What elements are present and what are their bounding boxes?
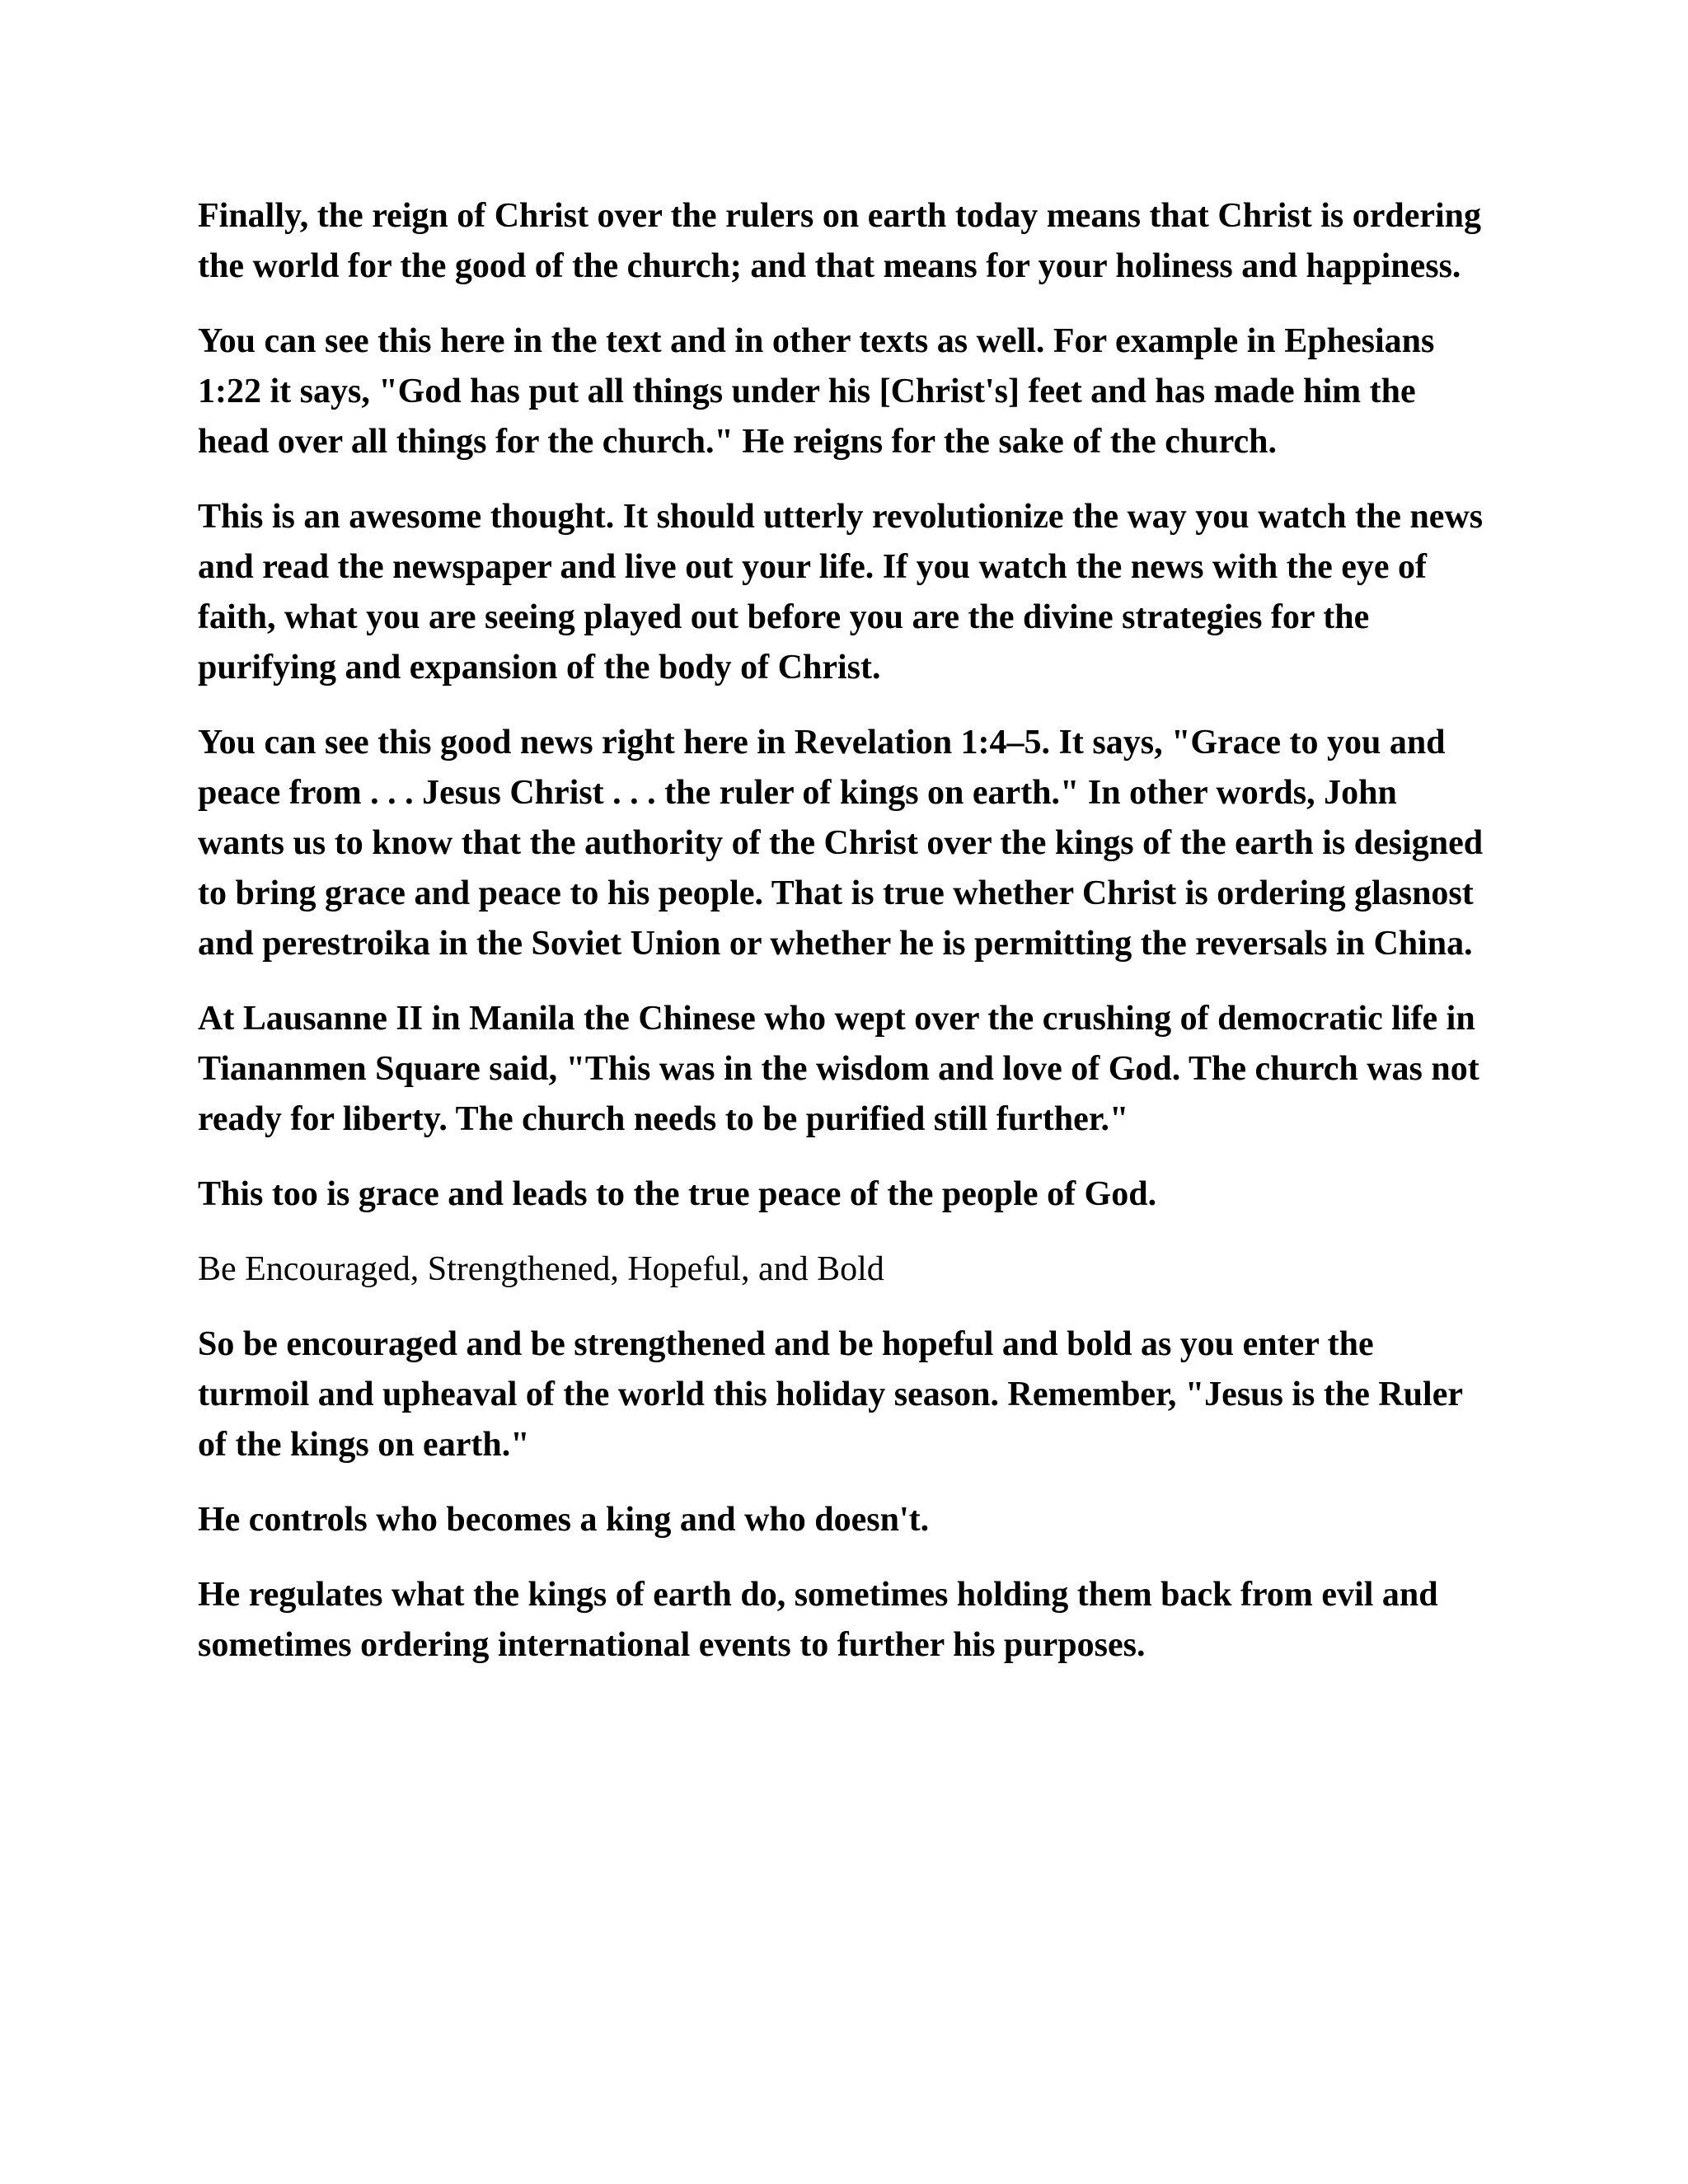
paragraph-grace: This too is grace and leads to the true peace of the people of God.	[198, 1175, 1157, 1213]
paragraph-awesome-thought: This is an awesome thought. It should utterly revolutionize the way you watch the news and read the newspaper and live out your life. If you watch the news with the eye of faith, what you are seeing played out before you are the divine strategies for the purifying and expansion of the body of Christ.	[198, 498, 1484, 687]
paragraph-lausanne: At Lausanne II in Manila the Chinese who wept over the crushing of democratic life in Tiananmen Square said, "This was in the wisdom and love of God. The church was not ready for liberty. The church needs to be purified still further."	[198, 1000, 1479, 1138]
paragraph-reign-of-christ: Finally, the reign of Christ over the rulers on earth today means that Christ is ordering the world for the good of the church; and that means for your holiness and happiness.	[198, 197, 1482, 285]
paragraph-be-encouraged: So be encouraged and be strengthened and be hopeful and bold as you enter the turmoil and upheaval of the world this holiday season. Remember, "Jesus is the Ruler of the kings on earth."	[198, 1325, 1463, 1464]
paragraph-revelation: You can see this good news right here in Revelation 1:4–5. It says, "Grace to you and peace from . . . Jesus Christ . . . the ruler of kings on earth." In other words, John wants us to know that the authority of the Christ over the kings of the earth is designed to bring grace and peace to his people. That is true whether Christ is ordering glasnost and perestroika in the Soviet Union or whether he is permitting the reversals in China.	[198, 724, 1484, 963]
paragraph-controls-kings: He controls who becomes a king and who doesn't.	[198, 1501, 930, 1539]
paragraph-ephesians: You can see this here in the text and in other texts as well. For example in Ephesians 1:22 it says, "God has put all things under his [Christ's] feet and has made him the head over all things for the church." He reigns for the sake of the church.	[198, 322, 1435, 461]
paragraph-regulates-kings: He regulates what the kings of earth do, sometimes holding them back from evil and sometimes ordering international events to further his purposes.	[198, 1576, 1438, 1664]
section-heading: Be Encouraged, Strengthened, Hopeful, and Bold	[198, 1250, 884, 1288]
document-body	[198, 191, 1484, 1695]
